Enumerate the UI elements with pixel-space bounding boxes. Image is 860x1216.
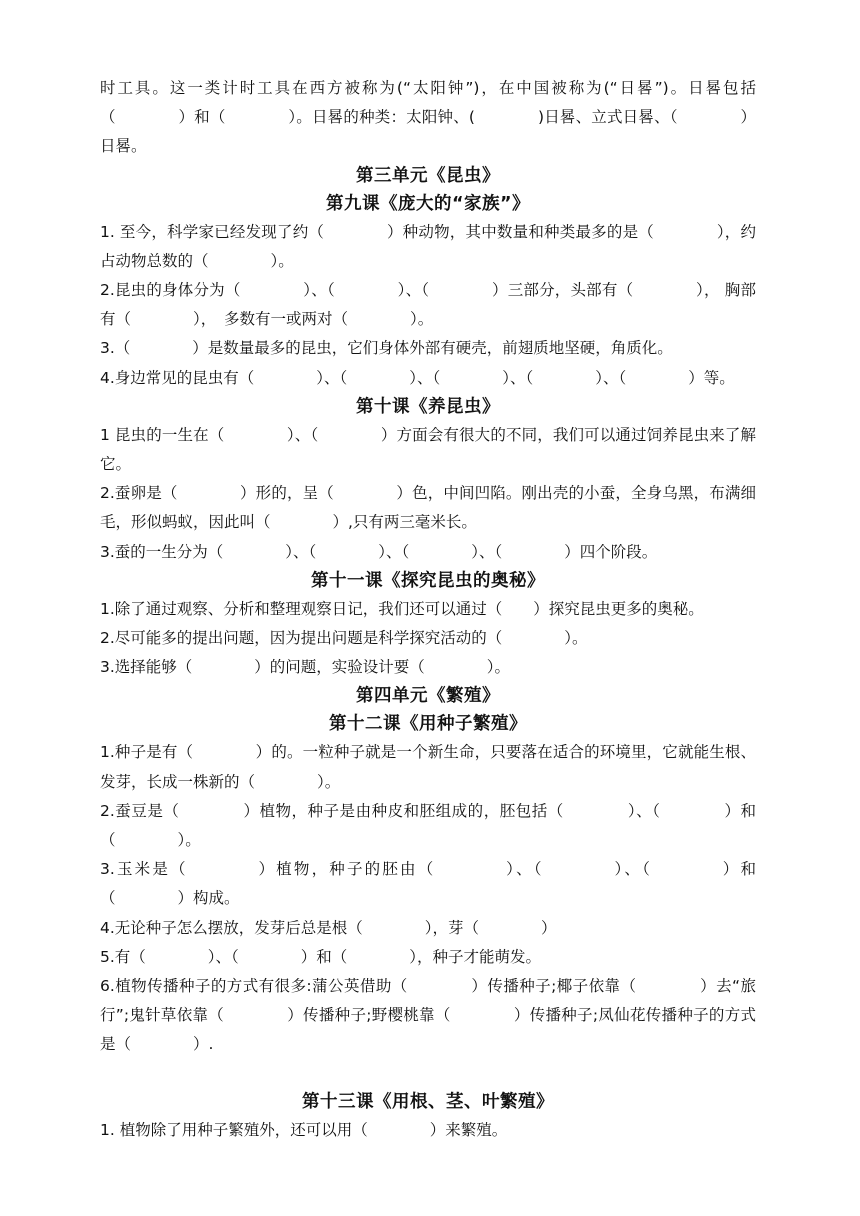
lesson-heading-13: 第十三课《用根、茎、叶繁殖》 bbox=[302, 1091, 554, 1112]
question-10-3: 3.蚕的一生分为（ ）、（ ）、（ ）、（ ）四个阶段。 bbox=[100, 542, 658, 561]
question-12-4: 4.无论种子怎么摆放，发芽后总是根（ ），芽（ ） bbox=[100, 918, 557, 937]
question-9-3: 3.（ ）是数量最多的昆虫，它们身体外部有硬壳，前翅质地坚硬，角质化。 bbox=[100, 339, 673, 358]
document-page bbox=[100, 74, 756, 1145]
unit-heading-insects: 第三单元《昆虫》 bbox=[356, 165, 500, 186]
question-13-1: 1. 植物除了用种子繁殖外，还可以用（ ）来繁殖。 bbox=[100, 1120, 508, 1139]
lesson-heading-9: 第九课《庞大的“家族”》 bbox=[325, 193, 530, 214]
lesson-heading-10: 第十课《养昆虫》 bbox=[356, 396, 500, 417]
question-10-1: 1 昆虫的一生在（ ）、（ ）方面会有很大的不同，我们可以通过饲养昆虫来了解它。 bbox=[100, 425, 756, 474]
blank-line bbox=[100, 1060, 756, 1088]
question-9-4: 4.身边常见的昆虫有（ ）、（ ）、（ ）、（ ）、（ ）等。 bbox=[100, 368, 735, 387]
question-11-1: 1.除了通过观察、分析和整理观察日记，我们还可以通过（ ）探究昆虫更多的奥秘。 bbox=[100, 599, 704, 618]
unit-heading-reproduction: 第四单元《繁殖》 bbox=[356, 686, 500, 707]
question-12-2: 2.蚕豆是（ ）植物，种子是由种皮和胚组成的，胚包括（ ）、（ ）和（ ）。 bbox=[100, 801, 756, 850]
lesson-heading-11: 第十一课《探究昆虫的奥秘》 bbox=[311, 570, 545, 591]
question-9-1: 1. 至今，科学家已经发现了约（ ）种动物，其中数量和种类最多的是（ ），约占动物总数的（ ）。 bbox=[100, 222, 756, 270]
paragraph-sundial: 时工具。这一类计时工具在西方被称为(“太阳钟”)，在中国被称为(“日晷”)。日晷包括（ ）和（ ）。日晷的种类：太阳钟、( )日晷、立式日晷、（ ）日晷。 bbox=[100, 79, 756, 156]
question-10-2: 2.蚕卵是（ ）形的，呈（ ）色，中间凹陷。刚出壳的小蚕，全身乌黑，布满细毛，形似蚂蚁，因此叫（ ）,只有两三毫米长。 bbox=[100, 484, 756, 532]
question-12-1: 1.种子是有（ ）的。一粒种子就是一个新生命，只要落在适合的环境里，它就能生根、发芽，长成一株新的（ ）。 bbox=[100, 743, 756, 791]
question-11-3: 3.选择能够（ ）的问题，实验设计要（ ）。 bbox=[100, 658, 511, 677]
question-12-5: 5.有（ ）、（ ）和（ ），种子才能萌发。 bbox=[100, 947, 542, 966]
lesson-heading-12: 第十二课《用种子繁殖》 bbox=[329, 714, 527, 735]
question-12-3: 3.玉米是（ ）植物，种子的胚由（ ）、（ ）、（ ）和（ ）构成。 bbox=[100, 860, 756, 908]
question-11-2: 2.尽可能多的提出问题，因为提出问题是科学探究活动的（ ）。 bbox=[100, 629, 588, 648]
question-9-2: 2.昆虫的身体分为（ ）、（ ）、（ ）三部分，头部有（ ）， 胸部有（ ）， 多数有一或两对（ ）。 bbox=[100, 281, 756, 329]
question-12-6: 6.植物传播种子的方式有很多:蒲公英借助（ ）传播种子;椰子依靠（ ）去“旅行”;鬼针草依靠（ ）传播种子;野樱桃靠（ ）传播种子;凤仙花传播种子的方式是（ ）. bbox=[100, 977, 756, 1054]
